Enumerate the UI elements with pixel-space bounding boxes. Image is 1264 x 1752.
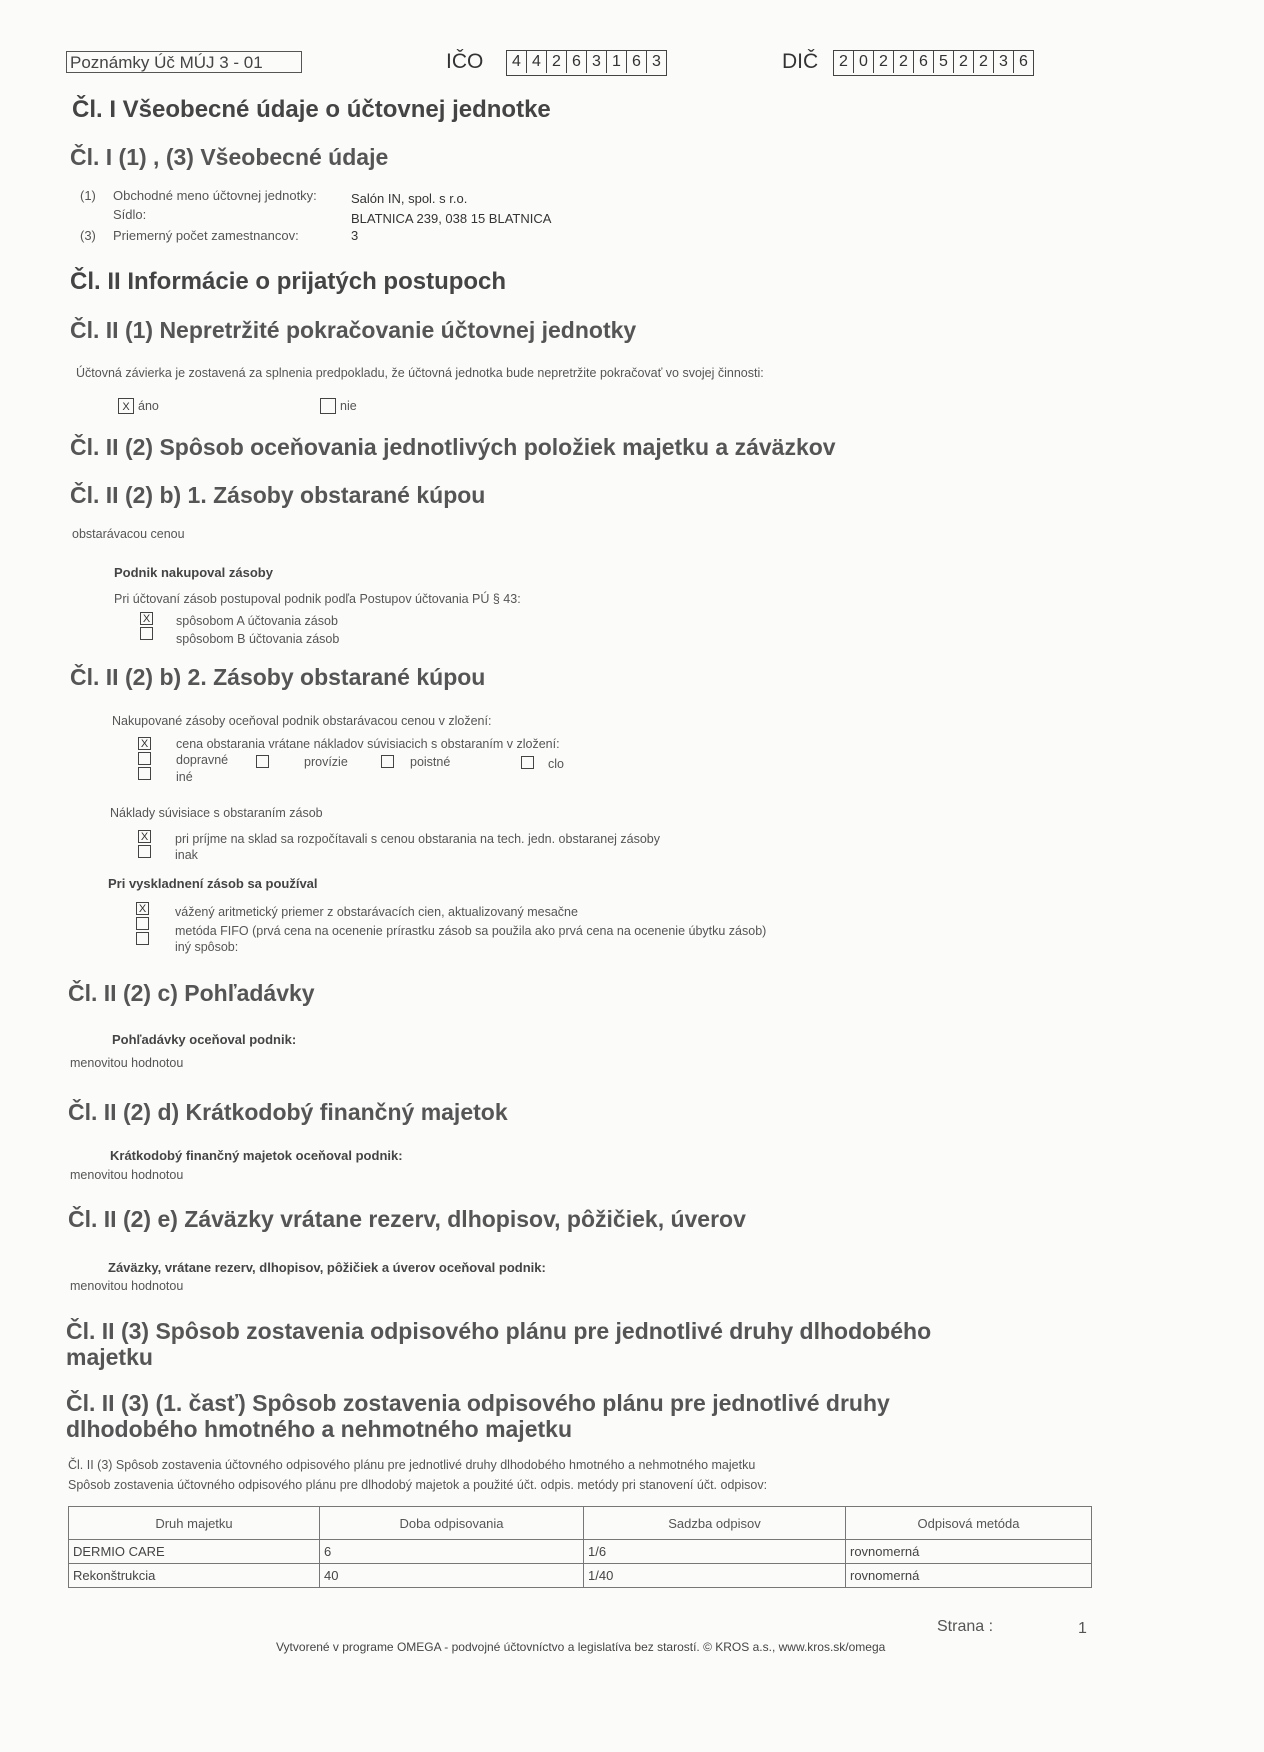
option-nie[interactable] xyxy=(320,398,357,414)
checkbox[interactable] xyxy=(521,756,534,769)
dispatch-label: Pri vyskladnení zásob sa používal xyxy=(108,876,318,891)
table-cell: rovnomerná xyxy=(846,1540,1092,1564)
table-cell: DERMIO CARE xyxy=(69,1540,320,1564)
costs-opt2: inak xyxy=(175,848,198,862)
ico-digit: 4 xyxy=(527,51,547,73)
composition-provizie: provízie xyxy=(304,755,348,769)
employee-count: 3 xyxy=(351,228,359,243)
row1-label: Obchodné meno účtovnej jednotky: xyxy=(113,188,317,203)
table-header-row xyxy=(69,1507,1092,1540)
table-cell: 1/40 xyxy=(584,1564,846,1588)
section-2-3-title-line2: majetku xyxy=(66,1344,153,1370)
ico-digits xyxy=(506,50,667,76)
checkbox[interactable] xyxy=(256,755,269,768)
dispatch-opt1: vážený aritmetický priemer z obstarávacích cien, aktualizovaný mesačne xyxy=(175,905,578,919)
checkbox[interactable]: X xyxy=(140,612,153,625)
section-2-3-1-title-line2: dlhodobého hmotného a nehmotného majetku xyxy=(66,1416,572,1442)
option-label: nie xyxy=(340,399,357,413)
option-ano[interactable] xyxy=(118,398,159,414)
section-2-1-title: Čl. II (1) Nepretržité pokračovanie účtovnej jednotky xyxy=(70,317,637,343)
table-header-cell: Doba odpisovania xyxy=(320,1507,584,1540)
inventory-desc: Pri účtovaní zásob postupoval podnik podľa Postupov účtovania PÚ § 43: xyxy=(114,592,521,606)
receivables-subtitle: Pohľadávky oceňoval podnik: xyxy=(112,1032,297,1047)
method-a-label: spôsobom A účtovania zásob xyxy=(176,614,338,628)
ico-digit: 6 xyxy=(567,51,587,73)
method-b-label: spôsobom B účtovania zásob xyxy=(176,632,340,646)
row3-label: Priemerný počet zamestnancov: xyxy=(113,228,299,243)
composition-clo: clo xyxy=(548,757,564,771)
dic-digit: 5 xyxy=(934,51,954,73)
checkbox[interactable] xyxy=(381,755,394,768)
composition-ine: iné xyxy=(176,770,193,784)
page-number: 1 xyxy=(1078,1620,1087,1637)
table-cell: 1/6 xyxy=(584,1540,846,1564)
ico-digit: 3 xyxy=(652,53,661,70)
receivables-value: menovitou hodnotou xyxy=(70,1056,184,1070)
checkbox[interactable]: X xyxy=(136,902,149,915)
dic-digit: 2 xyxy=(954,51,974,73)
ico-digit: 2 xyxy=(547,51,567,73)
ico-digit: 4 xyxy=(507,51,527,73)
table-header-cell: Odpisová metóda xyxy=(846,1507,1092,1540)
section-2-2-e-title: Čl. II (2) e) Záväzky vrátane rezerv, dlhopisov, pôžičiek, úverov xyxy=(68,1206,746,1232)
form-title: Poznámky Úč MÚJ 3 - 01 xyxy=(66,51,302,73)
checkbox[interactable] xyxy=(320,398,336,414)
checkbox[interactable] xyxy=(138,845,151,858)
checkbox[interactable] xyxy=(138,767,151,780)
dic-label: DIČ xyxy=(782,50,819,73)
dispatch-checkboxes xyxy=(136,902,149,947)
section-1-subtitle: Čl. I (1) , (3) Všeobecné údaje xyxy=(70,144,389,170)
valuation-text: obstarávacou cenou xyxy=(72,527,185,541)
checkbox[interactable]: X xyxy=(138,737,151,750)
table-cell: rovnomerná xyxy=(846,1564,1092,1588)
dic-digit: 6 xyxy=(914,51,934,73)
section-2-3-title-line1: Čl. II (3) Spôsob zostavenia odpisového plánu pre jednotlivé druhy dlhodobého xyxy=(66,1318,932,1344)
ico-label: IČO xyxy=(446,50,484,73)
table-cell: 40 xyxy=(320,1564,584,1588)
option-label: áno xyxy=(138,399,159,413)
row3-num: (3) xyxy=(80,228,96,243)
composition-dopravne: dopravné xyxy=(176,753,229,767)
checkbox[interactable] xyxy=(140,627,153,640)
table-row xyxy=(69,1540,1092,1564)
costs-label: Náklady súvisiace s obstaraním zásob xyxy=(110,806,323,820)
company-name: Salón IN, spol. s r.o. xyxy=(351,191,468,206)
section-2-2-d-title: Čl. II (2) d) Krátkodobý finančný majetok xyxy=(68,1099,508,1125)
depreciation-note-2: Spôsob zostavenia účtovného odpisového plánu pre dlhodobý majetok a použité účt. odpis. metódy pri stanovení účt. odpisov: xyxy=(68,1478,768,1492)
section-2-2-c-title: Čl. II (2) c) Pohľadávky xyxy=(68,980,315,1006)
dic-digit: 2 xyxy=(834,51,854,73)
table-header-cell: Sadzba odpisov xyxy=(584,1507,846,1540)
checkbox[interactable] xyxy=(138,752,151,765)
section-2-2-b1-title: Čl. II (2) b) 1. Zásoby obstarané kúpou xyxy=(70,482,486,508)
depreciation-note-1: Čl. II (3) Spôsob zostavenia účtovného odpisového plánu pre jednotlivé druhy dlhodobého hmotného a nehmotného majetku xyxy=(68,1458,756,1472)
depreciation-table xyxy=(68,1506,1092,1588)
composition-checkboxes xyxy=(138,737,151,782)
table-header-cell: Druh majetku xyxy=(69,1507,320,1540)
composition-poistne: poistné xyxy=(410,755,451,769)
checkbox[interactable]: X xyxy=(118,398,134,414)
ico-digit: 3 xyxy=(587,51,607,73)
financial-value: menovitou hodnotou xyxy=(70,1168,184,1182)
composition-desc: Nakupované zásoby oceňoval podnik obstarávacou cenou v zložení: xyxy=(112,714,492,728)
dic-digit: 3 xyxy=(994,51,1014,73)
page-label: Strana : xyxy=(937,1618,994,1635)
dic-digit: 6 xyxy=(1019,53,1028,70)
dispatch-opt3: iný spôsob: xyxy=(175,940,239,954)
dic-digit: 2 xyxy=(974,51,994,73)
financial-subtitle: Krátkodobý finančný majetok oceňoval podnik: xyxy=(110,1148,403,1163)
table-row xyxy=(69,1564,1092,1588)
section-2-3-1-title-line1: Čl. II (3) (1. časť) Spôsob zostavenia odpisového plánu pre jednotlivé druhy xyxy=(66,1390,890,1416)
checkbox[interactable]: X xyxy=(138,830,151,843)
dic-digit: 2 xyxy=(894,51,914,73)
going-concern-text: Účtovná závierka je zostavená za splnenia predpokladu, že účtovná jednotka bude nepretržite pokračovať vo svojej činnosti: xyxy=(76,366,764,380)
liabilities-subtitle: Záväzky, vrátane rezerv, dlhopisov, pôžičiek a úverov oceňoval podnik: xyxy=(108,1260,546,1275)
method-checkboxes xyxy=(140,612,153,642)
liabilities-value: menovitou hodnotou xyxy=(70,1279,184,1293)
row1-num: (1) xyxy=(80,188,96,203)
costs-checkboxes xyxy=(138,830,151,860)
section-2-2-b2-title: Čl. II (2) b) 2. Zásoby obstarané kúpou xyxy=(70,664,486,690)
composition-opt1: cena obstarania vrátane nákladov súvisiacich s obstaraním v zložení: xyxy=(176,737,560,751)
section-2-title: Čl. II Informácie o prijatých postupoch xyxy=(70,268,507,295)
dic-digits xyxy=(833,50,1034,76)
ico-digit: 6 xyxy=(627,51,647,73)
costs-opt1: pri príjme na sklad sa rozpočítavali s cenou obstarania na tech. jedn. obstaranej zásoby xyxy=(175,832,660,846)
table-cell: 6 xyxy=(320,1540,584,1564)
section-2-2-title: Čl. II (2) Spôsob oceňovania jednotlivých položiek majetku a záväzkov xyxy=(70,434,836,460)
inventory-subtitle: Podnik nakupoval zásoby xyxy=(114,565,273,580)
checkbox[interactable] xyxy=(136,932,149,945)
section-1-title: Čl. I Všeobecné údaje o účtovnej jednotke xyxy=(72,96,551,123)
company-seat: BLATNICA 239, 038 15 BLATNICA xyxy=(351,211,552,226)
ico-digit: 1 xyxy=(607,51,627,73)
dispatch-opt2: metóda FIFO (prvá cena na ocenenie prírastku zásob sa použila ako prvá cena na ocenenie úbytku zásob) xyxy=(175,924,767,938)
table-cell: Rekonštrukcia xyxy=(69,1564,320,1588)
row2-label: Sídlo: xyxy=(113,207,147,222)
checkbox[interactable] xyxy=(136,917,149,930)
dic-digit: 0 xyxy=(854,51,874,73)
dic-digit: 2 xyxy=(874,51,894,73)
footer-note: Vytvorené v programe OMEGA - podvojné účtovníctvo a legislatíva bez starostí. © KROS a.s., www.kros.sk/omega xyxy=(276,1640,886,1654)
